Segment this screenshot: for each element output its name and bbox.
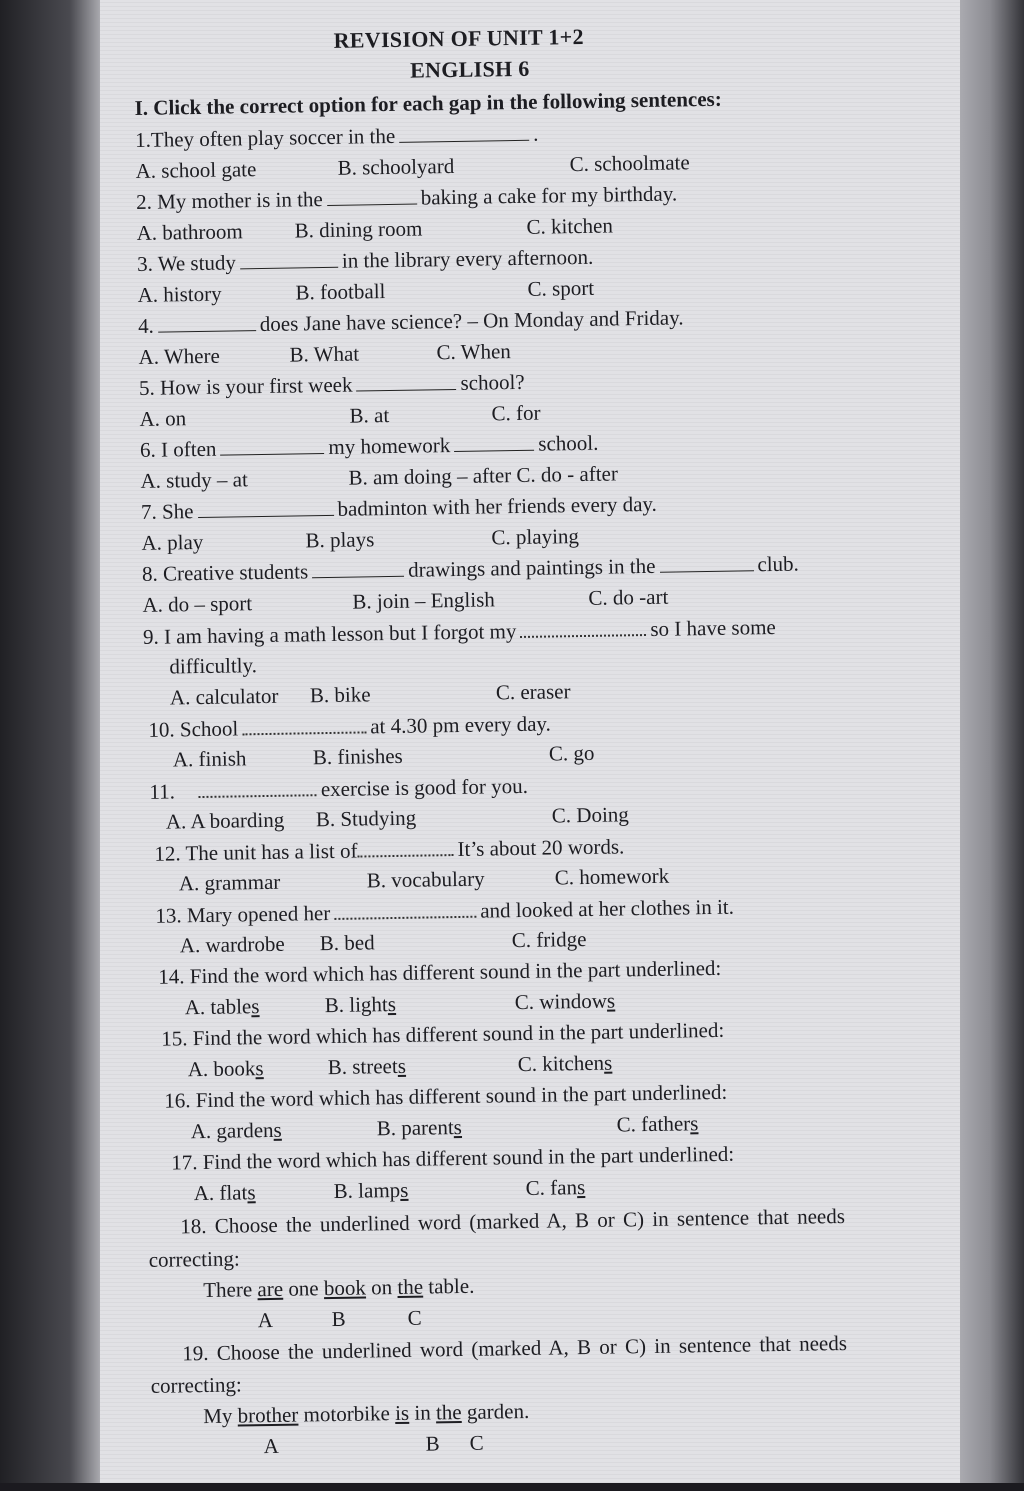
sentence-word: motorbike [303, 1401, 391, 1427]
answer-gap[interactable] [399, 122, 529, 143]
question-text: 4. [137, 313, 155, 338]
question-text-end: badminton with her friends every day. [337, 491, 658, 521]
option-a[interactable] [191, 1118, 282, 1143]
option-b[interactable]: B. join – English [352, 587, 495, 614]
answer-gap[interactable] [158, 312, 256, 333]
answer-gap[interactable] [356, 371, 456, 392]
option-b[interactable]: B. am doing – after C. do - after [348, 461, 619, 490]
option-b[interactable]: B. football [295, 279, 386, 305]
option-b[interactable]: B. vocabulary [366, 866, 485, 893]
underlined-word-a[interactable]: brother [237, 1402, 299, 1428]
option-b[interactable]: B. bike [309, 682, 371, 708]
underlined-part: s [453, 1114, 463, 1140]
option-c[interactable] [525, 1175, 585, 1200]
question-text-end: and looked at her clothes in it. [480, 894, 735, 923]
option-c[interactable]: C. schoolmate [569, 150, 690, 177]
question-text: 6. I often [139, 436, 217, 462]
option-c[interactable]: C. eraser [495, 679, 571, 705]
question-6 [140, 431, 599, 462]
option-c[interactable]: C. for [491, 400, 541, 426]
question-text: 10. School [148, 716, 239, 742]
question-18-continued: correcting: [148, 1246, 240, 1272]
answer-gap[interactable] [520, 616, 646, 638]
underlined-part: s [399, 1177, 409, 1202]
option-c[interactable]: C. homework [554, 863, 670, 890]
option-word: A. garden [190, 1117, 274, 1144]
option-a[interactable]: A. bathroom [136, 219, 243, 245]
option-word: B. lamp [333, 1177, 401, 1203]
question-9-continued: difficultly. [169, 653, 258, 679]
question-19-continued: correcting: [150, 1372, 242, 1398]
underlined-part: s [273, 1117, 282, 1142]
question-10 [148, 711, 551, 742]
sentence-word: My [203, 1403, 233, 1429]
option-word: A. flat [193, 1180, 248, 1206]
option-word: C. window [514, 988, 608, 1015]
option-a[interactable] [185, 994, 260, 1019]
underlined-word-c[interactable]: the [397, 1274, 424, 1299]
option-c[interactable] [616, 1111, 698, 1136]
question-text-end: so I have some [650, 614, 776, 641]
question-15: 15. Find the word which has different sound in the part underlined: [161, 1017, 725, 1051]
option-a[interactable]: A. school gate [135, 157, 257, 183]
option-a[interactable] [194, 1180, 256, 1205]
option-b[interactable] [328, 1054, 407, 1079]
question-text: 9. I am having a math lesson but I forgot my [142, 619, 517, 649]
option-b[interactable]: B. plays [305, 527, 375, 553]
option-c[interactable]: C. fridge [511, 926, 587, 953]
option-word: B. parent [376, 1115, 454, 1141]
option-a[interactable]: A. study – at [140, 467, 249, 493]
underlined-word-c[interactable]: the [435, 1400, 462, 1425]
sentence-word: one [288, 1276, 319, 1301]
question-text-end: . [532, 121, 539, 146]
option-a[interactable]: A. history [137, 281, 222, 307]
option-c[interactable]: C. When [436, 339, 511, 365]
question-8 [142, 552, 799, 586]
option-c[interactable]: C. go [548, 740, 595, 766]
question-text-end: at 4.30 pm every day. [370, 711, 551, 739]
option-word: A. book [187, 1056, 256, 1082]
page-subtitle: ENGLISH 6 [409, 55, 530, 83]
underlined-part: s [603, 1050, 613, 1075]
option-a[interactable]: A. finish [172, 746, 247, 772]
option-b[interactable]: B. at [349, 403, 390, 428]
option-a[interactable]: A. calculator [169, 683, 279, 710]
question-text: 13. Mary opened her [155, 901, 331, 928]
underlined-part: s [247, 1180, 256, 1205]
question-9 [143, 614, 776, 649]
question-4 [138, 305, 684, 338]
sentence-word: There [203, 1277, 253, 1303]
option-a[interactable] [188, 1056, 264, 1081]
question-2 [136, 181, 677, 213]
option-c[interactable]: C. kitchen [526, 213, 614, 239]
option-word: B. street [327, 1053, 398, 1080]
option-b[interactable]: B. bed [319, 930, 375, 956]
question-text-mid: my homework [328, 433, 451, 459]
underlined-word-b[interactable]: book [323, 1275, 367, 1301]
answer-gap[interactable] [197, 497, 333, 518]
question-text: 5. How is your first week [138, 372, 353, 400]
question-14: 14. Find the word which has different sound in the part underlined: [158, 955, 722, 989]
marker-a: A [257, 1307, 274, 1333]
question-5 [139, 370, 525, 400]
underlined-part: s [397, 1053, 407, 1078]
question-18-sentence [203, 1274, 474, 1302]
option-b[interactable]: B. finishes [312, 743, 403, 770]
question-text-end: club. [757, 551, 800, 577]
question-text-mid: drawings and paintings in the [407, 553, 656, 582]
question-19: 19. Choose the underlined word (marked A, B or C) in sentence that needs [182, 1330, 848, 1366]
question-13 [155, 894, 734, 928]
option-c[interactable]: C. Doing [551, 802, 630, 828]
answer-gap[interactable] [242, 713, 366, 735]
question-text-end: exercise is good for you. [320, 773, 529, 802]
sentence-word: in [414, 1400, 431, 1425]
option-a[interactable]: A. wardrobe [179, 931, 285, 958]
option-a[interactable]: A. do – sport [142, 591, 253, 617]
answer-gap-2[interactable] [659, 552, 753, 572]
question-text: 2. My mother is in the [135, 187, 323, 214]
option-b[interactable]: B. Studying [315, 805, 417, 832]
underlined-part: s [251, 994, 260, 1019]
question-16: 16. Find the word which has different sound in the part underlined: [164, 1079, 728, 1113]
marker-c: C [469, 1430, 484, 1455]
option-a[interactable]: A. Where [138, 343, 220, 369]
answer-gap[interactable] [199, 776, 317, 798]
question-7 [141, 492, 657, 524]
question-3 [137, 245, 593, 276]
option-c[interactable]: C. playing [491, 524, 580, 550]
answer-gap[interactable] [334, 898, 476, 920]
sentence-word: garden. [466, 1398, 530, 1424]
answer-gap[interactable] [327, 186, 417, 206]
option-b[interactable] [334, 1178, 409, 1203]
marker-b: B [425, 1431, 440, 1456]
underlined-part: s [689, 1111, 699, 1136]
option-word: A. table [184, 994, 252, 1020]
answer-gap-1[interactable] [220, 435, 324, 456]
marker-b: B [331, 1306, 346, 1332]
option-a[interactable]: A. grammar [178, 869, 281, 896]
question-text-end: baking a cake for my birthday. [420, 181, 678, 210]
question-17: 17. Find the word which has different sound in the part underlined: [171, 1141, 735, 1175]
option-c[interactable]: C. do -art [588, 584, 669, 610]
question-18: 18. Choose the underlined word (marked A, B or C) in sentence that needs [180, 1203, 846, 1239]
marker-c: C [407, 1305, 422, 1330]
question-text: 11. [149, 779, 176, 804]
underlined-part: s [255, 1056, 264, 1081]
question-text: 7. She [140, 499, 194, 524]
question-text: 1.They often play soccer in the [134, 123, 396, 152]
option-word: C. fan [525, 1175, 578, 1200]
question-text-end: school? [460, 369, 525, 395]
question-text: 12. The unit has a list of [154, 838, 358, 866]
underlined-word-b[interactable]: is [394, 1400, 410, 1426]
option-word: C. father [616, 1111, 691, 1137]
option-b[interactable]: B. What [289, 341, 360, 367]
question-text-end: does Jane have science? – On Monday and Friday. [259, 305, 684, 337]
option-b[interactable]: B. dining room [294, 216, 423, 243]
question-text-end: school. [538, 430, 599, 456]
answer-gap[interactable] [357, 836, 453, 858]
question-11 [149, 773, 528, 804]
option-c[interactable] [515, 989, 616, 1015]
question-12 [154, 833, 624, 865]
question-1 [135, 122, 539, 152]
underlined-part: s [387, 991, 397, 1017]
option-b[interactable] [325, 992, 397, 1017]
answer-gap[interactable] [240, 249, 338, 270]
option-word: C. kitchen [517, 1050, 605, 1077]
sentence-word: table. [428, 1273, 475, 1299]
marker-a: A [263, 1433, 280, 1459]
sentence-word: on [370, 1275, 393, 1300]
option-word: B. light [324, 992, 388, 1018]
option-b[interactable] [377, 1115, 463, 1140]
underlined-part: s [606, 988, 616, 1013]
option-b[interactable]: B. schoolyard [337, 153, 455, 180]
option-c[interactable]: C. sport [527, 275, 595, 301]
answer-gap-2[interactable] [454, 432, 534, 452]
question-19-sentence [203, 1399, 529, 1428]
option-a[interactable]: A. on [139, 406, 187, 431]
underlined-word-a[interactable]: are [257, 1276, 284, 1302]
question-text-end: It’s about 20 words. [457, 834, 625, 861]
question-text: 3. We study [136, 250, 237, 276]
question-text-end: in the library every afternoon. [341, 244, 594, 273]
answer-gap-1[interactable] [312, 558, 404, 578]
option-a[interactable]: A. play [141, 529, 204, 555]
option-c[interactable] [518, 1051, 613, 1076]
option-a[interactable]: A. A boarding [165, 807, 285, 834]
question-text: 8. Creative students [141, 559, 309, 586]
section-heading: I. Click the correct option for each gap in the following sentences: [134, 86, 722, 120]
page-title: REVISION OF UNIT 1+2 [333, 23, 584, 53]
underlined-part: s [576, 1175, 586, 1200]
